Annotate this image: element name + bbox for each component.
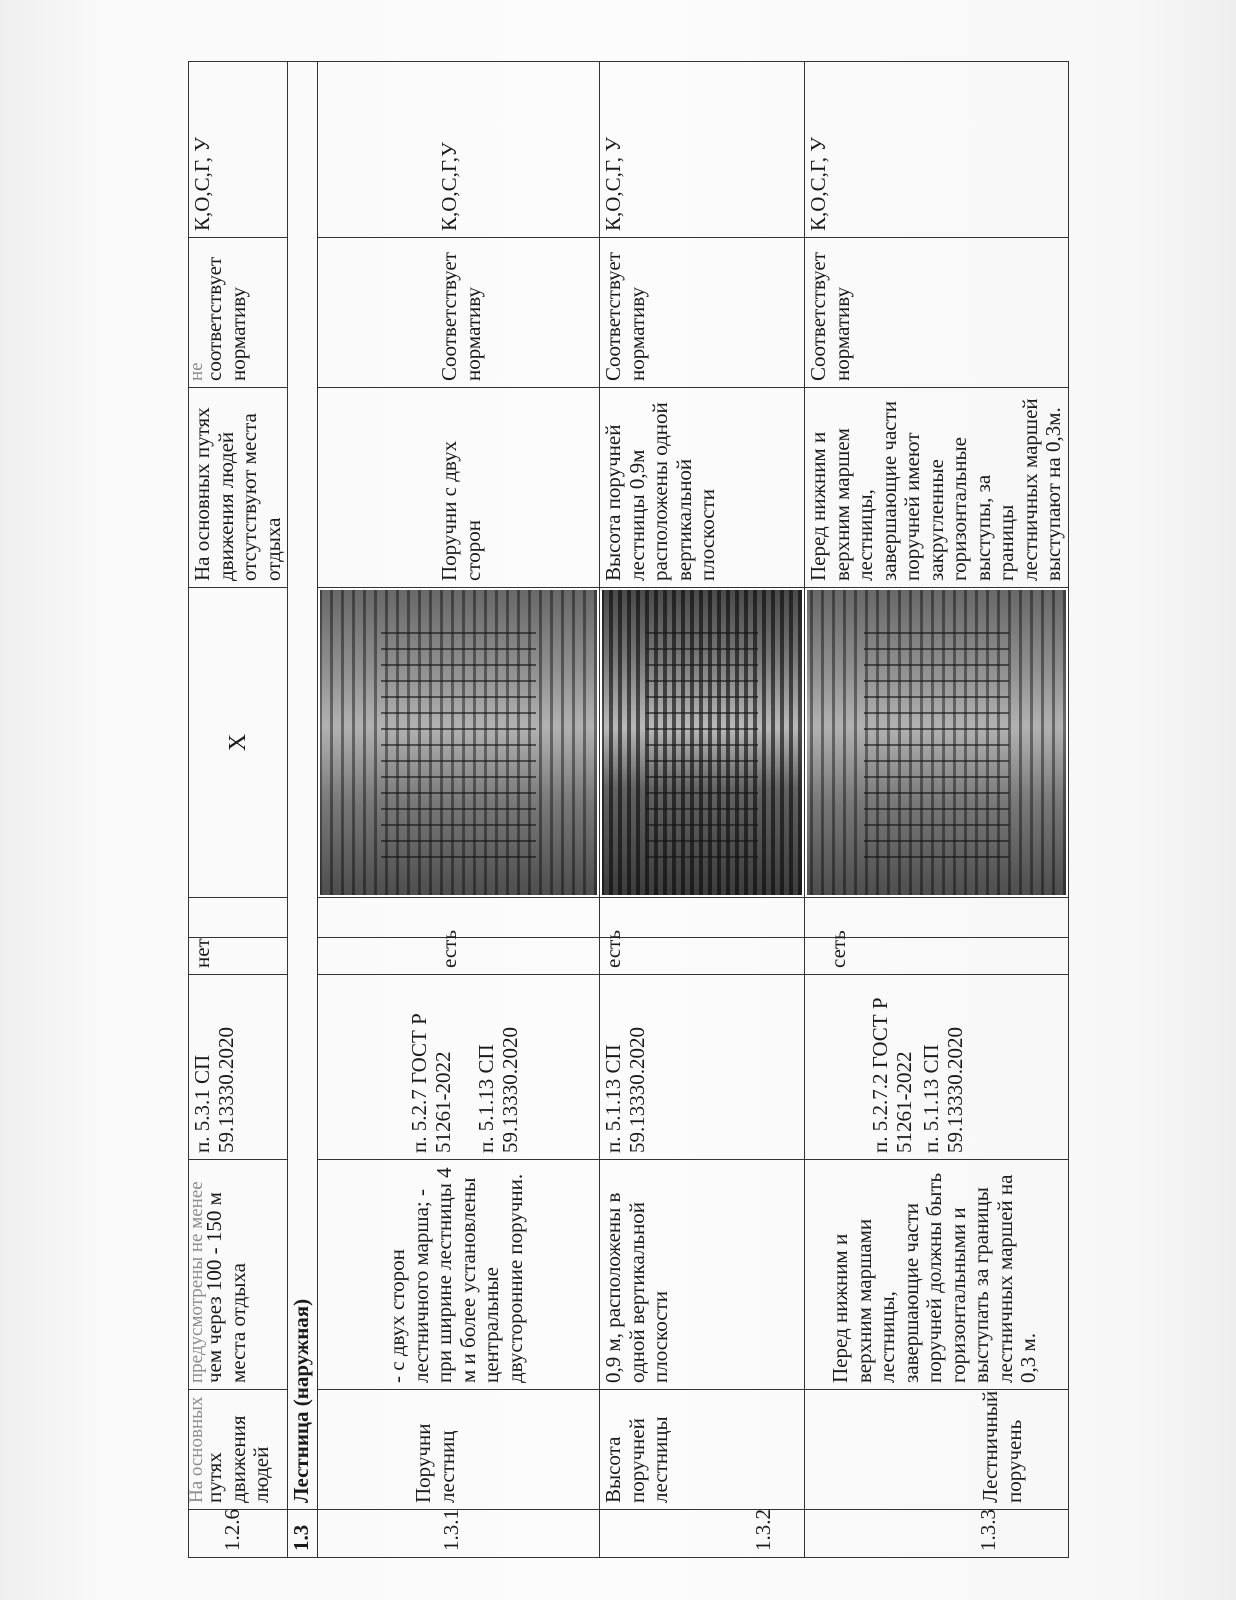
table-row — [318, 62, 600, 1558]
category-cell: К,О,С,Г, У — [189, 62, 288, 238]
row-number: 1.3.3 — [805, 1510, 1069, 1558]
faded-text: На основных — [186, 1396, 207, 1503]
presence-cell: есть — [600, 938, 805, 975]
stair-railing-photo — [318, 588, 600, 898]
status-cell: Соответствует нормативу — [805, 238, 1069, 388]
finding-cell: Перед нижним и верхним маршем лестницы, завершающие части поручней имеют закругленные горизонтальные выступы, за границы лестничных маршей выступают на 0,3м. — [805, 388, 1069, 588]
requirement-cell: предусмотрены не менее чем через 100 - 150 м места отдыха — [189, 1160, 288, 1390]
element-cell: Высота поручней лестницы — [600, 1390, 805, 1510]
rotated-inspection-table — [186, 62, 1066, 1558]
stair-railing-photo — [600, 588, 805, 898]
row-number: 1.2.6 — [189, 1510, 288, 1558]
norm-cell: п. 5.1.13 СП 59.13330.2020 — [600, 975, 805, 1160]
finding-cell: Высота поручней лестницы 0,9м расположены одной вертикальной плоскости — [600, 388, 805, 588]
element-cell: Поручни лестниц — [318, 1390, 600, 1510]
accessibility-inspection-table — [188, 61, 1069, 1558]
row-number: 1.3.1 — [318, 1510, 600, 1558]
faded-text: предусмотрены не менее — [186, 1181, 207, 1383]
stair-railing-photo — [805, 588, 1069, 898]
status-cell: не соответствует нормативу — [189, 238, 288, 388]
requirement-cell: Перед нижним и верхним маршами лестницы, завершающие части поручней должны быть горизонтальными и выступать за границы лестничных маршей на 0,3 м. — [805, 1160, 1069, 1390]
status-cell: Соответствует нормативу — [318, 238, 600, 388]
status-cell: Соответствует нормативу — [600, 238, 805, 388]
norm-cell: п. 5.2.7.2 ГОСТ Р 51261-2022 п. 5.1.13 СП 59.13330.2020 — [805, 975, 1069, 1160]
element-cell: Лестничный поручень — [805, 1390, 1069, 1510]
faded-text: не — [186, 362, 207, 381]
section-title: Лестница (наружная) — [288, 62, 318, 1510]
finding-cell: Поручни с двух сторон — [318, 388, 600, 588]
norm-cell: п. 5.3.1 СП 59.13330.2020 — [189, 975, 288, 1160]
table-row — [805, 62, 1069, 1558]
requirement-cell: 0,9 м, расположены в одной вертикальной плоскости — [600, 1160, 805, 1390]
requirement-cell: - с двух сторон лестничного марша; - при ширине лестницы 4 м и более установлены центральные двусторонние поручни. — [318, 1160, 600, 1390]
presence-cell: сеть — [805, 938, 1069, 975]
row-number: 1.3.2 — [600, 1510, 805, 1558]
empty-cell — [189, 898, 288, 938]
category-cell: К,О,С,Г, У — [805, 62, 1069, 238]
section-row — [288, 62, 318, 1558]
photo-cell: Х — [189, 588, 288, 898]
presence-cell: нет — [189, 938, 288, 975]
category-cell: К,О,С,Г, У — [600, 62, 805, 238]
element-cell: На основных путях движения людей — [189, 1390, 288, 1510]
table-row — [600, 62, 805, 1558]
empty-cell — [600, 898, 805, 938]
presence-cell: есть — [318, 938, 600, 975]
table-row — [189, 62, 288, 1558]
category-cell: К,О,С,Г,У — [318, 62, 600, 238]
section-number: 1.3 — [288, 1510, 318, 1558]
norm-cell: п. 5.2.7 ГОСТ Р 51261-2022 п. 5.1.13 СП 59.13330.2020 — [318, 975, 600, 1160]
finding-cell: На основных путях движения людей отсутствуют места отдыха — [189, 388, 288, 588]
